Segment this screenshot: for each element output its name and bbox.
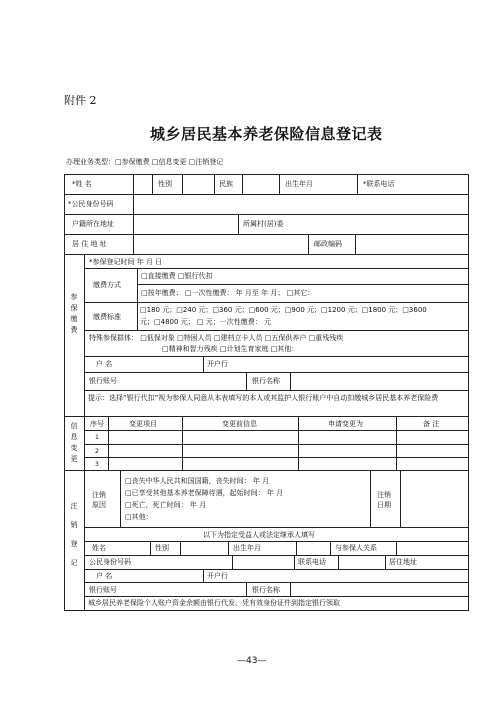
pay-method-line2: □按年缴费； □一次性缴费： 年 月至 年 月； □其它：: [141, 289, 315, 297]
rule: [330, 541, 331, 555]
page-number: —43—: [237, 656, 267, 666]
village-label: 所属村(居)委: [243, 220, 284, 228]
special-group-line1: 特殊参保群体： □低保对象 □特困人员 □建档立卡人员 □五保供养户 □重残残疾: [89, 334, 344, 342]
change-header-after: 申请变更为: [328, 420, 363, 428]
heir-relation-label: 与参保人关系: [335, 544, 377, 552]
rule: [150, 541, 151, 555]
rule: [242, 174, 243, 194]
rule: [84, 268, 469, 269]
annex-label: 附件 2: [64, 94, 97, 107]
rule: [214, 174, 215, 194]
phone-label: *联系电话: [363, 180, 395, 188]
deduction-hint: 提示：选择“银行代扣”视为参保人同意从本表填写的本人或其监护人银行账户中自动扣缴城乡居民基本养老保险费: [88, 394, 439, 402]
heir-id-label: 公民身份号码: [89, 558, 131, 566]
rule: [238, 214, 239, 234]
change-row-number: 2: [95, 448, 99, 455]
rule: [64, 234, 469, 235]
change-header-before: 变更前信息: [222, 420, 257, 428]
insure-side-label: 参保缴费: [70, 293, 78, 334]
gender-label: 性别: [158, 180, 172, 188]
rule: [64, 214, 469, 215]
hukou-address-label: 户籍所在地址: [72, 220, 114, 228]
cancel-date-label: 注销日期: [377, 491, 391, 509]
rule: [84, 390, 469, 391]
pay-standard-label: 缴费标准: [93, 313, 121, 321]
bank-name-label: 银行名称: [252, 377, 280, 385]
heir-bank-account-label: 银行账号: [89, 586, 117, 594]
pay-standard-line2: 元；□4800 元； □ 元；一次性缴费： 元: [140, 318, 271, 326]
rule: [84, 330, 469, 331]
heir-note: 以下为指定受益人或法定继承人填写: [203, 531, 315, 539]
rule: [182, 416, 183, 470]
rule: [370, 470, 371, 527]
rule: [84, 596, 469, 597]
registration-time: *参保登记时间 年 月 日: [89, 258, 163, 266]
rule: [298, 416, 299, 470]
heir-account-name-label: 户 名: [96, 572, 113, 580]
rule: [468, 174, 469, 611]
rule: [203, 356, 204, 372]
rule: [64, 174, 65, 611]
cancel-side-label: 注销登记: [70, 502, 78, 567]
special-group-line2: □精神和智力残疾 □计划生育家庭 □其他：: [162, 345, 299, 353]
rule: [203, 569, 204, 582]
rule: [308, 234, 309, 254]
rule: [64, 416, 469, 417]
rule: [84, 302, 469, 303]
id-number-label: *公民身份号码: [68, 200, 114, 208]
rule: [396, 416, 397, 470]
change-header-remark: 备 注: [423, 420, 440, 428]
rule: [84, 457, 469, 458]
heir-bank-name-label: 银行名称: [252, 586, 280, 594]
rule: [84, 541, 469, 542]
cancel-reason-other-pension: □已享受其他基本养老保障待遇，起始时间： 年 月: [125, 489, 284, 497]
rule: [180, 541, 181, 555]
rule: [296, 541, 297, 555]
rule: [246, 372, 247, 390]
change-side-label: 信息变更: [70, 422, 78, 463]
rule: [279, 174, 280, 194]
rule: [246, 582, 247, 596]
rule: [84, 555, 469, 556]
bank-branch-label: 开户行: [207, 360, 228, 368]
rule: [355, 234, 356, 254]
rule: [137, 284, 469, 285]
rule: [290, 372, 291, 390]
pay-method-label: 缴费方式: [93, 281, 121, 289]
rule: [228, 541, 229, 555]
change-row-number: 3: [95, 461, 99, 468]
pay-standard-line1: □180 元；□240 元；□360 元；□600 元；□900 元；□1200 元；□1800 元；□3600: [140, 306, 427, 314]
rule: [338, 555, 339, 569]
rule: [64, 174, 469, 175]
cancel-reason-label: 注销原因: [92, 491, 106, 509]
rule: [84, 569, 469, 570]
birth-label: 出生年月: [285, 180, 313, 188]
cancel-reason-other: □其他：: [125, 513, 153, 521]
bank-account-label: 银行账号: [89, 377, 117, 385]
name-label: *姓 名: [72, 180, 92, 188]
form-title: 城乡居民基本养老保险信息登记表: [150, 125, 383, 143]
rule: [357, 174, 358, 194]
rule: [84, 430, 469, 431]
rule: [385, 555, 386, 569]
heir-phone-label: 联系电话: [298, 558, 326, 566]
change-header-item: 变更项目: [129, 420, 157, 428]
rule: [120, 470, 121, 527]
heir-address-label: 居住地址: [389, 558, 417, 566]
rule: [396, 541, 397, 555]
rule: [232, 555, 233, 569]
business-type-line: 办理业务类型：□参保缴费 □信息变更 □注销登记: [66, 158, 224, 166]
rule: [84, 582, 469, 583]
change-header-index: 序号: [90, 420, 104, 428]
rule: [64, 254, 469, 255]
rule: [84, 527, 469, 528]
heir-gender-label: 性别: [155, 544, 169, 552]
rule: [294, 555, 295, 569]
rule: [133, 174, 134, 254]
account-name-label: 户 名: [96, 360, 113, 368]
rule: [64, 194, 469, 195]
rule: [64, 610, 469, 611]
rule: [137, 268, 138, 330]
rule: [84, 254, 85, 611]
rule: [84, 372, 469, 373]
rule: [182, 174, 183, 194]
cancel-reason-nationality: □丧失中华人民共和国国籍，丧失时间： 年 月: [125, 477, 270, 485]
rule: [290, 582, 291, 596]
postcode-label: 邮政编码: [314, 240, 342, 248]
ethnicity-label: 民族: [219, 180, 233, 188]
rule: [152, 174, 153, 194]
cancel-reason-death: □死亡，死亡时间： 年 月: [125, 501, 207, 509]
footer-note: 城乡居民养老保险个人账户资金余额由银行代发，凭有效身份证件到指定银行领取: [88, 599, 340, 607]
rule: [64, 470, 469, 471]
heir-bank-branch-label: 开户行: [207, 572, 228, 580]
rule: [400, 470, 401, 527]
rule: [84, 444, 469, 445]
pay-method-line1: □直接缴费 □银行代扣: [141, 272, 213, 280]
rule: [84, 356, 469, 357]
change-row-number: 1: [95, 434, 99, 441]
heir-birth-label: 出生年月: [233, 544, 261, 552]
residence-address-label: 居 住 地 址: [72, 240, 107, 248]
rule: [108, 416, 109, 470]
heir-name-label: 姓名: [92, 544, 106, 552]
